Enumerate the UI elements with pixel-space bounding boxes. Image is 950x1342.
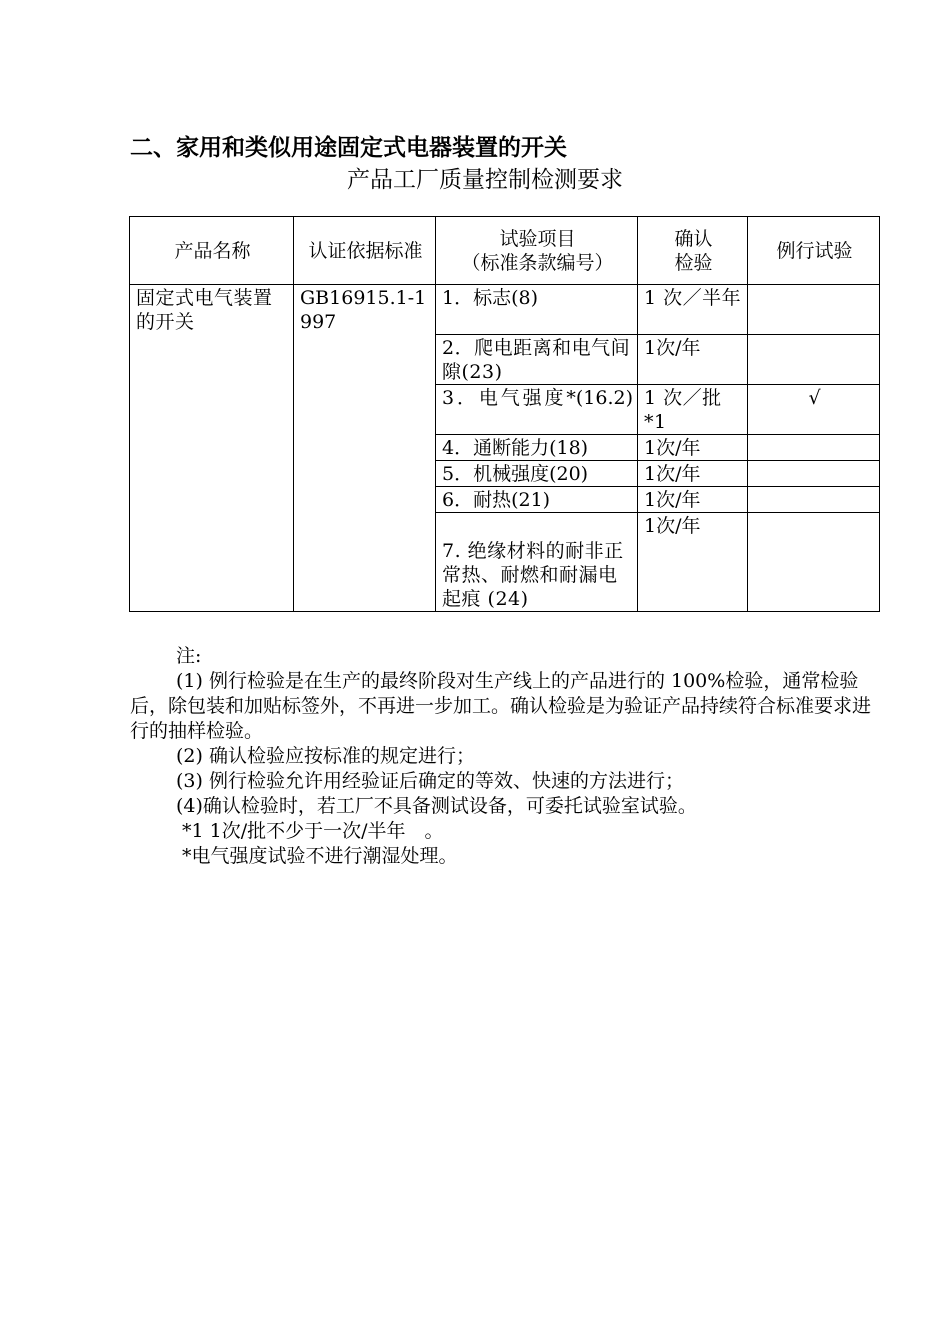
note-3: (3) 例行检验允许用经验证后确定的等效、快速的方法进行； [176, 770, 684, 792]
test-item-cell: 5．机械强度(20) [436, 461, 638, 487]
test-item-cell: 4．通断能力(18) [436, 435, 638, 461]
routine-cell [748, 335, 880, 385]
notes-label: 注: [176, 645, 202, 667]
confirm-cell: 1次/年 [638, 335, 748, 385]
header-routine-test: 例行试验 [748, 217, 880, 285]
confirm-cell: 1 次／批*1 [638, 385, 748, 435]
routine-cell [748, 285, 880, 335]
table-row [130, 285, 880, 335]
routine-cell [748, 461, 880, 487]
notes-section [130, 644, 882, 869]
confirm-cell: 1次/年 [638, 487, 748, 513]
header-standard: 认证依据标准 [294, 217, 436, 285]
confirm-cell: 1次/年 [638, 461, 748, 487]
product-name-cell: 固定式电气装置的开关 [130, 285, 294, 612]
routine-cell [748, 435, 880, 461]
document-title: 二、家用和类似用途固定式电器装置的开关 [130, 135, 567, 161]
confirm-cell: 1次/年 [638, 435, 748, 461]
table-header-row [130, 217, 880, 285]
header-test-item: 试验项目 （标准条款编号） [436, 217, 638, 285]
routine-cell [748, 513, 880, 612]
test-item-cell: 1．标志(8) [436, 285, 638, 335]
test-item-cell: 2．爬电距离和电气间隙(23) [436, 335, 638, 385]
standard-cell: GB16915.1-1997 [294, 285, 436, 612]
header-product-name: 产品名称 [130, 217, 294, 285]
confirm-cell: 1次/年 [638, 513, 748, 612]
confirm-cell: 1 次／半年 [638, 285, 748, 335]
note-6: *电气强度试验不进行潮湿处理。 [182, 845, 458, 867]
note-4: (4)确认检验时，若工厂不具备测试设备，可委托试验室试验。 [176, 795, 697, 817]
test-item-cell: 6．耐热(21) [436, 487, 638, 513]
note-5: *1 1次/批不少于一次/半年 。 [182, 820, 444, 842]
note-2: (2) 确认检验应按标准的规定进行； [176, 745, 475, 767]
routine-cell [748, 487, 880, 513]
header-confirm-check: 确认 检验 [638, 217, 748, 285]
document-subtitle: 产品工厂质量控制检测要求 [347, 167, 623, 193]
requirements-table [129, 216, 880, 612]
note-1: (1) 例行检验是在生产的最终阶段对生产线上的产品进行的 100%检验，通常检验后，除包装和加贴标签外，不再进一步加工。确认检验是为验证产品持续符合标准要求进行的抽样检验。 [130, 670, 872, 742]
test-item-cell: 7. 绝缘材料的耐非正常热、耐燃和耐漏电起痕 (24) [436, 513, 638, 612]
test-item-cell: 3．电气强度*(16.2) [436, 385, 638, 435]
routine-cell: √ [748, 385, 880, 435]
